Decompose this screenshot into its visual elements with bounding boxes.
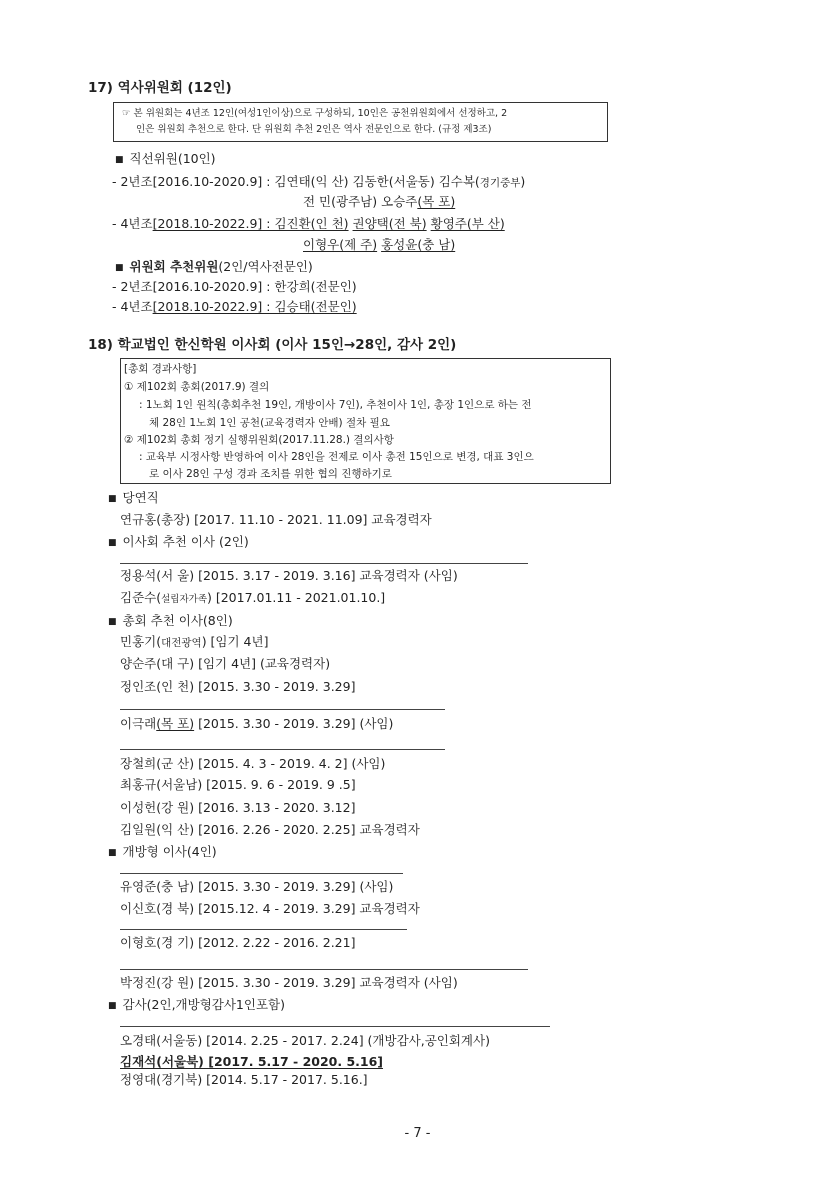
sub-heading-direct-label: 직선위원(10인) xyxy=(129,151,216,166)
box-line-3: 체 28인 1노회 1인 공천(교육경력자 안배) 절차 필요 xyxy=(149,417,390,429)
box-line-4: ② 제102회 총회 정기 실행위원회(2017.11.28.) 결의사항 xyxy=(124,434,394,446)
row-text: - 2년조[2016.10-2020.9] : 김연태(익 산) 김동한(서울동) 김수복( xyxy=(112,174,480,189)
bullet-icon: ■ xyxy=(108,848,117,858)
row-4yr-direct-1 xyxy=(112,216,505,232)
group-label: 당연직 xyxy=(122,490,159,505)
row-text: 전 민(광주남) 오승주 xyxy=(303,194,418,209)
row-board-2 xyxy=(120,590,385,608)
group-auditors xyxy=(108,997,285,1015)
row-open-4: 박정진(강 원) [2015. 3.30 - 2019. 3.29] 교육경력자 (사임) xyxy=(120,975,458,990)
row-text-end: ) xyxy=(520,174,526,189)
row-text: - 4년조 xyxy=(112,216,153,231)
row-4yr-direct-2 xyxy=(303,237,455,253)
row-assembly-5: 장철희(군 산) [2015. 4. 3 - 2019. 4. 2] (사임) xyxy=(120,756,386,771)
row-text: ) [2017.01.11 - 2021.01.10.] xyxy=(207,590,386,605)
bullet-icon: ■ xyxy=(115,155,124,165)
row-ex-officio-1: 연규홍(총장) [2017. 11.10 - 2021. 11.09] 교육경력자 xyxy=(120,512,432,527)
row-assembly-1 xyxy=(120,634,268,651)
strike-rule xyxy=(120,709,445,710)
strike-rule xyxy=(120,563,528,564)
row-small-text: 설립자가족 xyxy=(161,594,207,605)
box-line-6: 로 이사 28인 구성 경과 조치를 위한 협의 진행하기로 xyxy=(149,468,392,480)
box-line-5: : 교육부 시정사항 반영하여 이사 28인을 전제로 이사 총전 15인으로 변경, 대표 3인으 xyxy=(139,451,534,463)
row-underlined: 황영주(부 산) xyxy=(430,216,505,231)
strike-rule xyxy=(120,929,407,930)
group-board-recommended xyxy=(108,534,249,552)
page-number: - 7 - xyxy=(404,1126,431,1141)
bullet-icon: ■ xyxy=(108,617,117,627)
group-label: 총회 추천 이사(8인) xyxy=(122,613,233,628)
row-underlined: 홍성윤(충 남) xyxy=(381,237,456,252)
row-board-1: 정용석(서 울) [2015. 3.17 - 2019. 3.16] 교육경력자 (사임) xyxy=(120,568,458,583)
bullet-icon: ■ xyxy=(108,494,117,504)
row-underlined: [2018.10-2022.9] : 김승태(전문인) xyxy=(152,299,357,314)
row-underlined: 권양택(전 북) xyxy=(352,216,427,231)
group-label: 이사회 추천 이사 (2인) xyxy=(122,534,249,549)
row-assembly-2: 양순주(대 구) [임기 4년] (교육경력자) xyxy=(120,656,331,671)
sub-heading-committee-note: (2인/역사전문인) xyxy=(218,259,313,274)
row-assembly-7: 이성헌(강 원) [2016. 3.13 - 2020. 3.12] xyxy=(120,800,356,815)
row-assembly-3: 정인조(인 천) [2015. 3.30 - 2019. 3.29] xyxy=(120,679,356,694)
group-label: 개방형 이사(4인) xyxy=(122,844,217,859)
bullet-icon: ■ xyxy=(115,263,124,273)
sub-heading-committee xyxy=(115,259,313,277)
row-4yr-committee xyxy=(112,299,357,315)
strike-rule xyxy=(120,1026,550,1027)
group-open-directors xyxy=(108,844,217,862)
row-small-text: 경기중부 xyxy=(479,177,521,189)
row-assembly-6: 최홍규(서울남) [2015. 9. 6 - 2019. 9 .5] xyxy=(120,777,356,792)
row-2yr-committee: - 2년조[2016.10-2020.9] : 한강희(전문인) xyxy=(112,279,357,294)
bullet-icon: ■ xyxy=(108,538,117,548)
row-text: ) [임기 4년] xyxy=(201,634,269,649)
row-auditor-1: 오경태(서울동) [2014. 2.25 - 2017. 2.24] (개방감사,공인회계사) xyxy=(120,1033,490,1048)
row-assembly-8: 김일원(익 산) [2016. 2.26 - 2020. 2.25] 교육경력자 xyxy=(120,822,420,837)
section-17-title: 17) 역사위원회 (12인) xyxy=(88,80,232,96)
row-text: [2015. 3.30 - 2019. 3.29] (사임) xyxy=(194,716,394,731)
row-small-text: 대전광역 xyxy=(161,637,202,649)
box-line-1: ① 제102회 총회(2017.9) 결의 xyxy=(124,381,270,393)
row-underlined: (목 포) xyxy=(417,194,456,209)
bullet-icon: ■ xyxy=(108,1001,117,1011)
strike-rule xyxy=(120,749,445,750)
row-open-2: 이신호(경 북) [2015.12. 4 - 2019. 3.29] 교육경력자 xyxy=(120,901,420,916)
group-ex-officio xyxy=(108,490,159,508)
row-text: 김준수( xyxy=(120,590,162,605)
row-open-1: 유영준(충 남) [2015. 3.30 - 2019. 3.29] (사임) xyxy=(120,879,394,894)
row-assembly-4 xyxy=(120,716,393,732)
row-text: 민홍기( xyxy=(120,634,162,649)
row-auditor-2: 김재석(서울북) [2017. 5.17 - 2020. 5.16] xyxy=(120,1054,384,1069)
group-label: 감사(2인,개방형감사1인포함) xyxy=(122,997,285,1012)
section-18-title: 18) 학교법인 한신학원 이사회 (이사 15인→28인, 감사 2인) xyxy=(88,337,457,353)
group-assembly-recommended xyxy=(108,613,233,631)
row-text: - 4년조 xyxy=(112,299,153,314)
sub-heading-direct xyxy=(115,151,216,169)
row-auditor-3: 정영대(경기북) [2014. 5.17 - 2017. 5.16.] xyxy=(120,1072,368,1087)
box-line-2: : 1노회 1인 원칙(총회추천 19인, 개방이사 7인), 추천이사 1인, 총장 1인으로 하는 전 xyxy=(139,399,532,411)
strike-rule xyxy=(120,969,528,970)
row-text: 이극래 xyxy=(120,716,157,731)
box-head: [총회 경과사항] xyxy=(124,363,197,375)
row-open-3: 이형호(경 기) [2012. 2.22 - 2016. 2.21] xyxy=(120,935,356,950)
row-underlined: 이형우(제 주) xyxy=(303,237,378,252)
note-line-1: ☞ 본 위원회는 4년조 12인(여성1인이상)으로 구성하되, 10인은 공천위원회에서 선정하고, 2 xyxy=(122,108,508,119)
strike-rule xyxy=(120,873,403,874)
row-underlined: [2018.10-2022.9] : 김진환(인 천) xyxy=(152,216,349,231)
row-2yr-direct-1 xyxy=(112,174,525,191)
row-underlined: (목 포) xyxy=(156,716,195,731)
sub-heading-committee-label: 위원회 추천위원 xyxy=(129,259,219,274)
row-2yr-direct-2 xyxy=(303,194,455,210)
section-18-history-box xyxy=(120,358,611,484)
section-17-note-box xyxy=(113,102,608,142)
note-line-2: 인은 위원회 추천으로 한다. 단 위원회 추천 2인은 역사 전문인으로 한다. (규정 제3조) xyxy=(136,124,492,135)
